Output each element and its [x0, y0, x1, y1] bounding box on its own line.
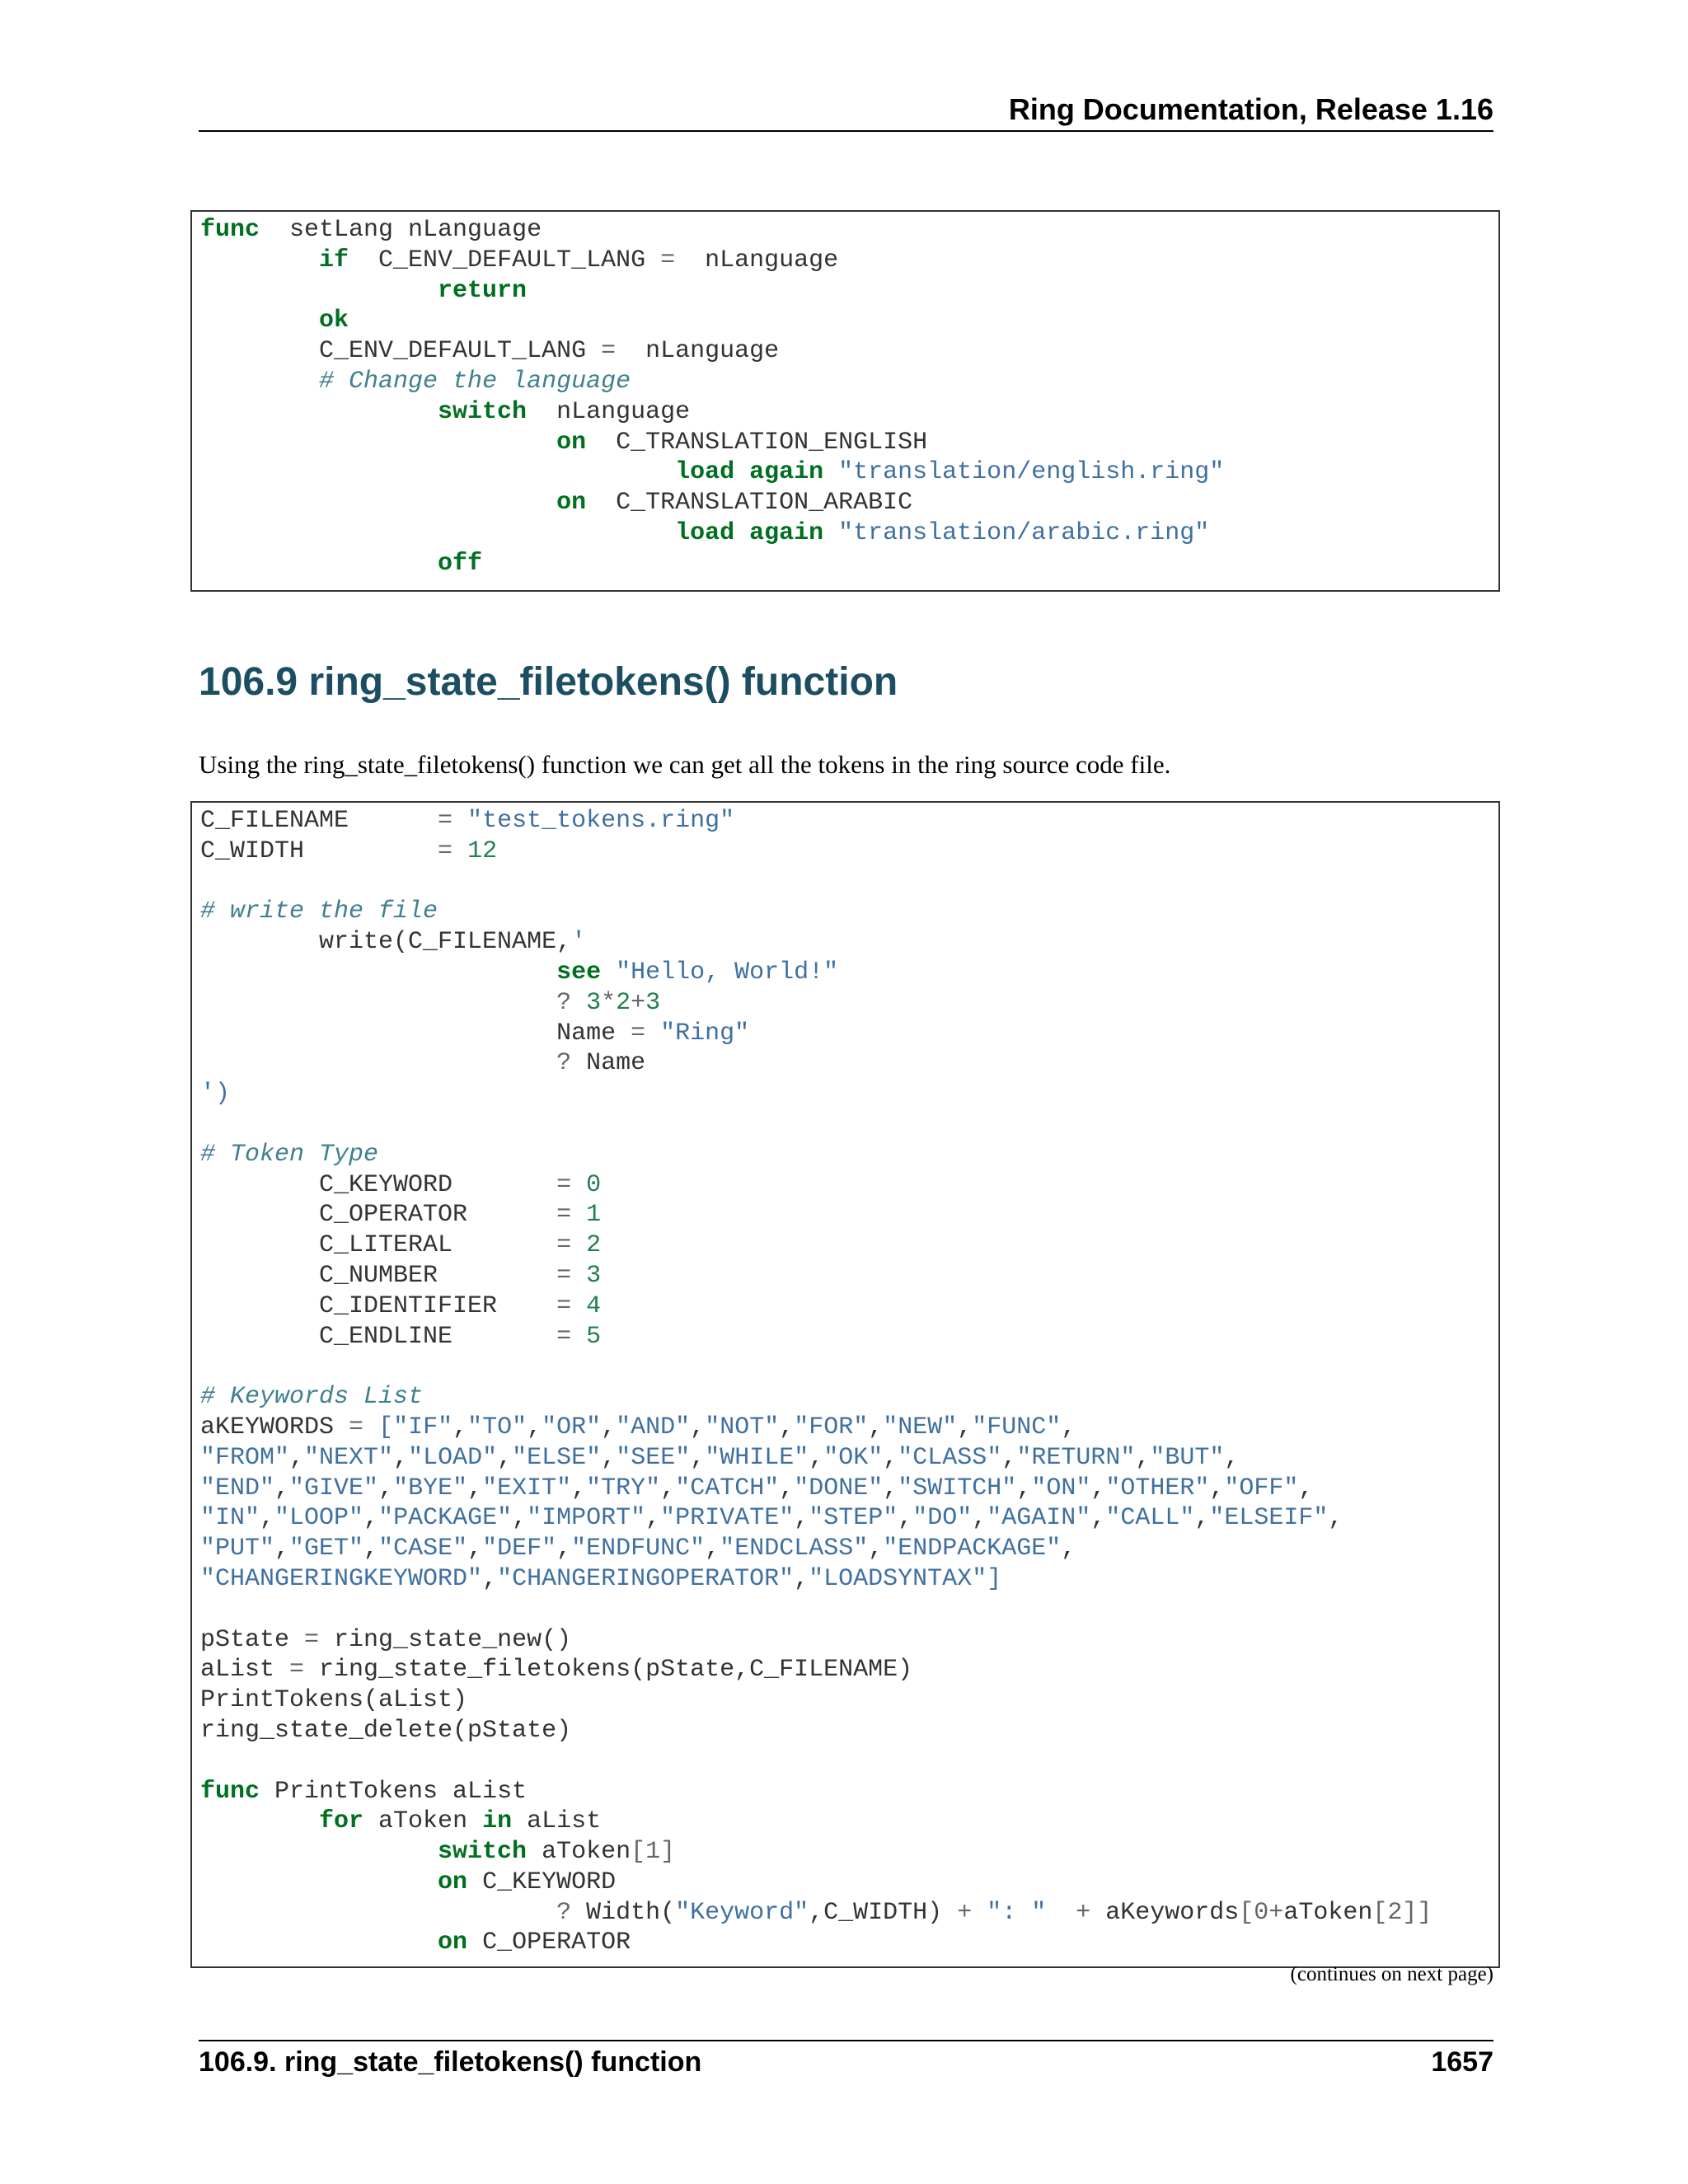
code-block-filetokens — [190, 801, 1500, 1968]
code-line — [200, 488, 1498, 518]
code-token: 3 — [586, 988, 602, 1017]
code-line — [200, 958, 1498, 988]
code-token — [823, 458, 838, 486]
code-token: , — [363, 1504, 379, 1533]
code-token: off — [438, 549, 483, 578]
code-token: "SWITCH" — [898, 1474, 1017, 1502]
code-token: "Hello, World!" — [616, 958, 839, 987]
code-token: "FOR" — [794, 1413, 869, 1441]
code-line — [200, 1443, 1498, 1474]
code-token: "PACKAGE" — [378, 1504, 513, 1533]
code-line — [200, 1079, 1498, 1109]
code-token: , — [274, 1474, 290, 1502]
code-token: C_KEYWORD — [467, 1868, 617, 1896]
code-token: switch — [438, 1838, 528, 1867]
code-line — [200, 1868, 1498, 1898]
code-token: , — [972, 1504, 987, 1533]
code-line — [200, 927, 1498, 958]
code-line — [200, 457, 1498, 488]
code-token: , — [1194, 1504, 1210, 1533]
code-token: nLanguage — [527, 397, 691, 426]
code-token: , — [1016, 1474, 1032, 1502]
code-token: , — [883, 1474, 898, 1502]
code-token: C_ENV_DEFAULT_LANG — [200, 337, 602, 366]
code-line — [200, 837, 1498, 867]
code-token: # Change the language — [319, 367, 631, 396]
code-token: Width( — [571, 1898, 676, 1927]
code-line — [200, 1928, 1498, 1958]
code-token — [823, 519, 838, 547]
code-token: "ENDPACKAGE" — [883, 1535, 1062, 1563]
code-token: "CATCH" — [675, 1474, 780, 1502]
code-token: "EXIT" — [482, 1474, 572, 1502]
section-intro-paragraph: Using the ring_state_filetokens() function we can get all the tokens in the ring source code file. — [199, 750, 1171, 779]
code-token: = — [438, 807, 453, 835]
code-line — [200, 1777, 1498, 1807]
code-token — [452, 837, 467, 865]
code-token: "IMPORT" — [527, 1504, 646, 1533]
code-token — [571, 989, 586, 1017]
code-line — [200, 336, 1498, 367]
code-token — [200, 519, 675, 547]
code-token: "translation/english.ring" — [838, 458, 1225, 487]
code-token: , — [1328, 1504, 1343, 1533]
code-token: return — [438, 276, 528, 305]
code-token: , — [779, 1474, 795, 1502]
code-token: write(C_FILENAME, — [200, 928, 572, 957]
code-token: , — [601, 1413, 617, 1441]
code-token: ,C_WIDTH) — [809, 1898, 958, 1927]
code-token: ok — [319, 307, 349, 335]
code-token: , — [1090, 1474, 1106, 1502]
code-token: # Token Type — [200, 1140, 379, 1169]
code-token: , — [809, 1443, 824, 1472]
code-token: , — [556, 1535, 572, 1563]
code-token: "PRIVATE" — [660, 1504, 795, 1533]
code-token: , — [467, 1474, 483, 1502]
code-token: PrintTokens(aList) — [200, 1686, 468, 1715]
code-token: "BYE" — [393, 1474, 468, 1502]
code-token: "IN" — [200, 1504, 260, 1533]
code-token — [972, 1899, 987, 1927]
code-line — [200, 367, 1498, 397]
code-token: C_IDENTIFIER — [200, 1291, 557, 1320]
code-token: "AND" — [616, 1413, 691, 1441]
code-token: "Keyword" — [675, 1898, 809, 1927]
code-token: C_WIDTH — [200, 837, 438, 865]
code-token: C_ENDLINE — [200, 1322, 557, 1351]
code-line — [200, 1564, 1498, 1595]
code-line — [200, 1230, 1498, 1261]
code-token: 2 — [616, 988, 631, 1017]
code-line — [200, 1837, 1498, 1868]
code-token: C_FILENAME — [200, 807, 438, 835]
code-token: "ON" — [1031, 1474, 1091, 1502]
code-line — [200, 1413, 1498, 1443]
footer-rule — [199, 2040, 1493, 2041]
code-block-setlang — [190, 210, 1500, 592]
code-token: ? — [556, 1049, 572, 1078]
code-token — [200, 958, 556, 987]
code-token: load — [675, 458, 735, 487]
code-token — [200, 429, 556, 457]
code-token — [571, 1323, 586, 1351]
code-token: = — [556, 1261, 572, 1290]
code-token: ring_state_filetokens(pState,C_FILENAME) — [304, 1656, 913, 1685]
code-line — [200, 1595, 1498, 1625]
code-token: "OFF" — [1224, 1474, 1299, 1502]
code-token: ' — [571, 928, 587, 957]
code-line — [200, 1474, 1498, 1504]
code-token: "DEF" — [482, 1535, 557, 1563]
code-token: again — [749, 518, 824, 547]
code-token: nLanguage — [616, 337, 780, 366]
code-token — [200, 368, 319, 396]
code-token: C_NUMBER — [200, 1261, 557, 1290]
code-token: on — [556, 489, 587, 518]
code-token: "LOOP" — [274, 1504, 364, 1533]
code-token: , — [1090, 1504, 1106, 1533]
code-token: aKEYWORDS — [200, 1413, 349, 1441]
code-token: = — [660, 246, 676, 274]
code-token: , — [571, 1474, 587, 1502]
code-token: , — [883, 1443, 898, 1472]
code-token: Name — [556, 1019, 631, 1047]
code-line — [200, 397, 1498, 428]
code-token: ? — [556, 1898, 572, 1927]
code-token: = — [304, 1625, 320, 1654]
code-token: aList — [512, 1807, 602, 1836]
code-token: , — [482, 1564, 498, 1593]
header-rule — [199, 130, 1493, 132]
code-token: C_ENV_DEFAULT_LANG — [349, 246, 661, 274]
code-token: # Keywords List — [200, 1383, 424, 1412]
code-token: "DONE" — [794, 1474, 884, 1502]
code-token: func — [200, 216, 260, 244]
code-token: "DO" — [912, 1504, 973, 1533]
code-token — [200, 277, 438, 305]
code-token: "END" — [200, 1474, 275, 1502]
code-token: , — [1001, 1443, 1017, 1472]
code-token: = — [289, 1656, 305, 1685]
code-token — [200, 1049, 556, 1077]
code-token: "LOADSYNTAX"] — [809, 1564, 1002, 1593]
code-token: see — [556, 958, 602, 987]
code-token: ": " — [987, 1898, 1047, 1927]
code-token — [200, 1868, 438, 1896]
code-token: , — [378, 1474, 394, 1502]
code-line — [200, 518, 1498, 549]
code-token — [571, 1201, 586, 1229]
code-token: nLanguage — [675, 246, 839, 274]
code-token — [200, 1838, 438, 1866]
code-token: "CALL" — [1105, 1504, 1195, 1533]
code-token: C_TRANSLATION_ENGLISH — [586, 428, 928, 457]
code-line — [200, 1534, 1498, 1564]
code-token: "CASE" — [378, 1535, 468, 1563]
continues-note: (continues on next page) — [1290, 1963, 1493, 1985]
code-token: aToken — [527, 1838, 631, 1867]
code-token: "ELSE" — [512, 1443, 602, 1472]
code-token: "SEE" — [616, 1443, 691, 1472]
code-token: "WHILE" — [705, 1443, 809, 1472]
code-token: = — [556, 1322, 572, 1351]
code-token: on — [438, 1929, 468, 1957]
code-token: * — [601, 988, 617, 1017]
code-token: "AGAIN" — [987, 1504, 1091, 1533]
code-token: again — [749, 458, 824, 487]
code-token: [0+ — [1239, 1898, 1284, 1927]
code-line — [200, 428, 1498, 458]
code-token: , — [957, 1413, 973, 1441]
code-token: , — [898, 1504, 913, 1533]
code-token — [200, 1899, 556, 1927]
code-token — [200, 1807, 319, 1835]
code-token: = — [631, 1019, 646, 1047]
code-line — [200, 1200, 1498, 1230]
code-line — [200, 1140, 1498, 1170]
code-token: 3 — [645, 988, 661, 1017]
code-line — [200, 867, 1498, 898]
code-token: ') — [200, 1080, 231, 1108]
code-token: 4 — [586, 1291, 602, 1320]
code-token: aKeywords — [1090, 1898, 1240, 1927]
code-token: "GIVE" — [289, 1474, 379, 1502]
code-token: , — [705, 1535, 720, 1563]
code-token — [734, 519, 749, 547]
code-token: = — [556, 1170, 572, 1199]
code-line — [200, 1170, 1498, 1201]
code-token: , — [527, 1413, 542, 1441]
code-token — [601, 958, 616, 987]
code-token — [734, 458, 749, 486]
code-token: , — [289, 1443, 305, 1472]
section-title: 106.9 ring_state_filetokens() function — [199, 660, 898, 704]
code-token: + — [957, 1898, 973, 1927]
code-token: C_KEYWORD — [200, 1170, 557, 1199]
code-token: "FUNC" — [972, 1413, 1062, 1441]
code-token — [571, 1262, 586, 1290]
code-token: in — [482, 1807, 513, 1836]
code-token: , — [660, 1474, 676, 1502]
code-token: "NEXT" — [304, 1443, 394, 1472]
code-token: , — [467, 1535, 483, 1563]
code-token: on — [438, 1868, 468, 1896]
code-token — [200, 246, 319, 274]
code-line — [200, 549, 1498, 579]
code-token: , — [1135, 1443, 1151, 1472]
code-token: , — [1224, 1443, 1240, 1472]
code-line — [200, 1291, 1498, 1322]
code-token: + — [631, 988, 646, 1017]
code-line — [200, 1685, 1498, 1716]
code-line — [200, 306, 1498, 336]
code-token: , — [363, 1535, 379, 1563]
code-token: aToken — [363, 1807, 483, 1836]
code-line — [200, 215, 1498, 246]
code-token: [2]] — [1372, 1898, 1432, 1927]
code-token — [571, 1231, 586, 1259]
code-token: , — [794, 1564, 809, 1593]
code-token: "CHANGERINGOPERATOR" — [497, 1564, 795, 1593]
code-token: "RETURN" — [1016, 1443, 1136, 1472]
code-token: , — [274, 1535, 290, 1563]
code-token: , — [1209, 1474, 1225, 1502]
code-token: "LOAD" — [408, 1443, 498, 1472]
code-token: , — [452, 1413, 468, 1441]
code-token: "TRY" — [586, 1474, 661, 1502]
code-line — [200, 1503, 1498, 1534]
code-token — [200, 307, 319, 335]
code-token: + — [1076, 1898, 1091, 1927]
code-token — [200, 550, 438, 578]
code-token: "CLASS" — [898, 1443, 1002, 1472]
code-line — [200, 276, 1498, 307]
code-line — [200, 1716, 1498, 1746]
code-token: = — [556, 1201, 572, 1230]
code-line — [200, 1019, 1498, 1049]
code-token: , — [1298, 1474, 1314, 1502]
code-token: , — [868, 1413, 884, 1441]
footer-section-label: 106.9. ring_state_filetokens() function — [199, 2046, 702, 2078]
code-token: # write the file — [200, 898, 438, 926]
code-token: = — [349, 1413, 364, 1441]
code-line — [200, 897, 1498, 927]
code-token: "test_tokens.ring" — [467, 807, 735, 835]
code-line — [200, 1261, 1498, 1291]
code-token: 5 — [586, 1322, 602, 1351]
code-token: , — [690, 1413, 706, 1441]
code-token — [452, 807, 467, 835]
code-token — [200, 458, 675, 486]
code-token: for — [319, 1807, 364, 1836]
code-token — [200, 1019, 556, 1047]
code-token: if — [319, 246, 349, 274]
code-token: "NEW" — [883, 1413, 958, 1441]
code-token: setLang nLanguage — [260, 216, 542, 244]
code-token — [200, 989, 556, 1017]
code-token: , — [393, 1443, 409, 1472]
code-line — [200, 988, 1498, 1019]
code-line — [200, 1746, 1498, 1777]
code-token — [200, 1929, 438, 1957]
code-token: , — [497, 1443, 513, 1472]
code-token: "CHANGERINGKEYWORD" — [200, 1564, 483, 1593]
code-line — [200, 1898, 1498, 1929]
code-token: load — [675, 518, 735, 547]
code-line — [200, 246, 1498, 276]
code-token: "ENDFUNC" — [571, 1535, 706, 1563]
code-token: ring_state_delete(pState) — [200, 1716, 572, 1745]
code-token: "ELSEIF" — [1209, 1504, 1329, 1533]
code-token: Name — [571, 1049, 646, 1078]
code-token: C_OPERATOR — [200, 1201, 557, 1230]
code-line — [200, 1322, 1498, 1352]
code-token: "STEP" — [809, 1504, 898, 1533]
code-token — [571, 1171, 586, 1199]
code-token: "TO" — [467, 1413, 528, 1441]
code-token: = — [556, 1291, 572, 1320]
code-token: 12 — [467, 837, 498, 865]
code-token — [571, 1292, 586, 1320]
code-token: "translation/arabic.ring" — [838, 518, 1210, 547]
code-token: , — [794, 1504, 809, 1533]
code-token: "OK" — [823, 1443, 884, 1472]
footer-page-number: 1657 — [1431, 2046, 1493, 2078]
document-header-title: Ring Documentation, Release 1.16 — [1008, 92, 1493, 126]
code-token: C_OPERATOR — [467, 1929, 631, 1957]
code-line — [200, 1625, 1498, 1656]
code-token: switch — [438, 397, 528, 426]
code-line — [200, 1352, 1498, 1382]
code-token: 2 — [586, 1231, 602, 1260]
code-token: C_LITERAL — [200, 1231, 557, 1260]
code-token: "BUT" — [1150, 1443, 1225, 1472]
code-token: 3 — [586, 1261, 602, 1290]
code-token: C_TRANSLATION_ARABIC — [586, 489, 913, 518]
code-token: 1 — [586, 1201, 602, 1230]
code-line — [200, 1655, 1498, 1685]
code-token — [645, 1019, 660, 1047]
code-token — [363, 1413, 378, 1441]
code-token: "Ring" — [660, 1019, 750, 1047]
code-line — [200, 806, 1498, 837]
code-token: func — [200, 1777, 260, 1806]
code-line — [200, 1807, 1498, 1837]
code-token: , — [512, 1504, 528, 1533]
code-token: [1] — [631, 1838, 676, 1867]
code-token: = — [438, 837, 453, 865]
code-token: , — [260, 1504, 275, 1533]
code-token: , — [645, 1504, 661, 1533]
code-token: ring_state_new() — [319, 1625, 572, 1654]
code-token — [200, 489, 556, 517]
code-line — [200, 1109, 1498, 1140]
code-token: PrintTokens aList — [260, 1777, 528, 1806]
code-line — [200, 1382, 1498, 1413]
code-token: , — [1061, 1413, 1076, 1441]
code-token: "OTHER" — [1105, 1474, 1210, 1502]
code-token: "FROM" — [200, 1443, 290, 1472]
code-token: aToken — [1283, 1898, 1373, 1927]
code-token: ["IF" — [378, 1413, 453, 1441]
code-token — [200, 398, 438, 426]
code-token: "PUT" — [200, 1535, 275, 1563]
code-token: 0 — [586, 1170, 602, 1199]
code-line — [200, 1048, 1498, 1079]
code-token: aList — [200, 1656, 290, 1685]
code-token: "NOT" — [705, 1413, 780, 1441]
code-token: "ENDCLASS" — [720, 1535, 869, 1563]
code-token — [1046, 1899, 1076, 1927]
code-token: , — [779, 1413, 795, 1441]
code-token: , — [868, 1535, 884, 1563]
code-token: pState — [200, 1625, 305, 1654]
code-token: , — [690, 1443, 706, 1472]
code-token: = — [556, 1231, 572, 1260]
code-token: , — [1061, 1535, 1076, 1563]
code-token: ? — [556, 988, 572, 1017]
code-token: = — [601, 337, 617, 366]
code-token: , — [601, 1443, 617, 1472]
code-token: "OR" — [542, 1413, 602, 1441]
code-token: on — [556, 428, 587, 457]
code-token: "GET" — [289, 1535, 364, 1563]
